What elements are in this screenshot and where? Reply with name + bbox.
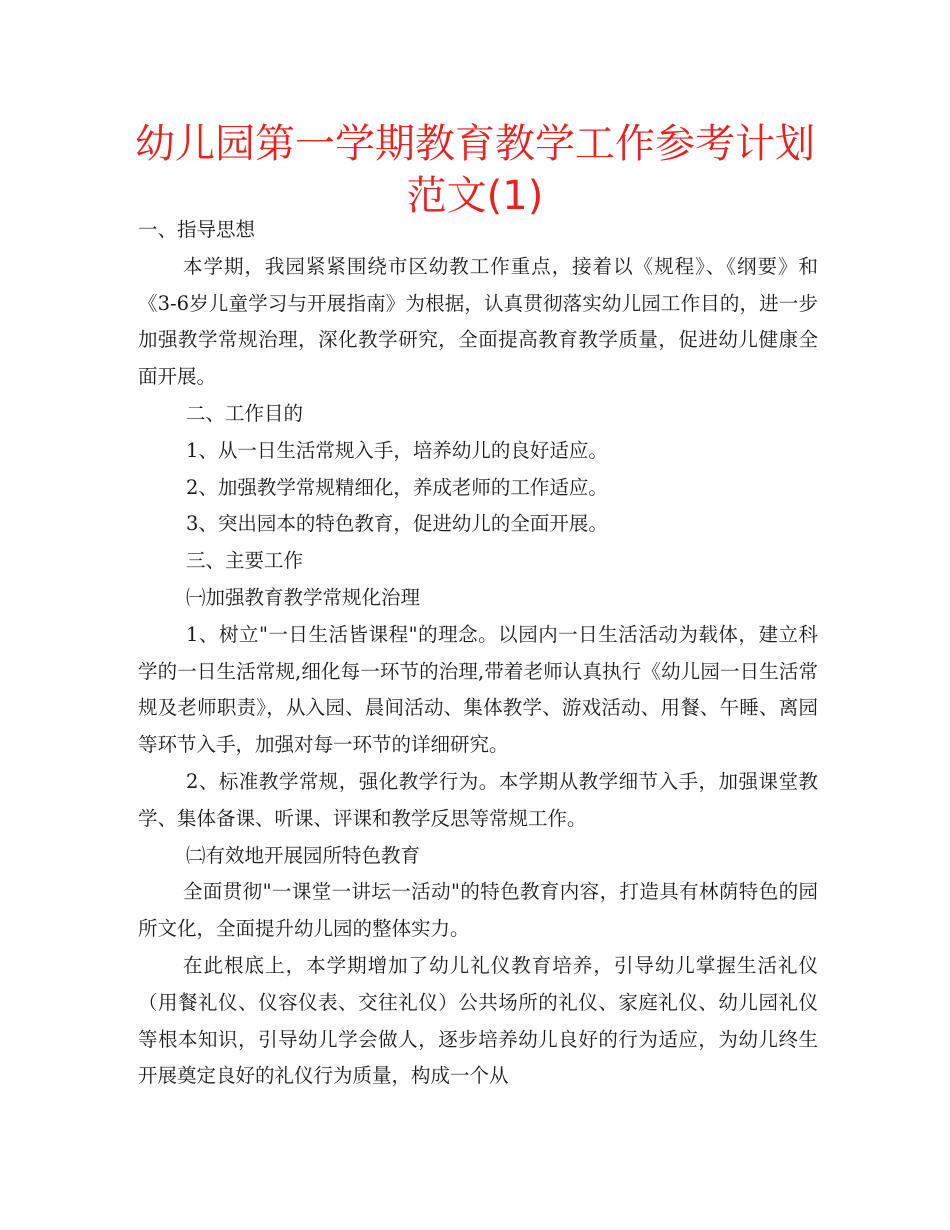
- paragraph-teaching-routine: 2、标准教学常规，强化教学行为。本学期从教学细节入手，加强课堂教学、集体备课、听课、评课和教学反思等常规工作。: [138, 769, 818, 830]
- document-title: 幼儿园第一学期教育教学工作参考计划范文(1): [135, 121, 815, 219]
- paragraph-etiquette-education: 在此根底上，本学期增加了幼儿礼仪教育培养，引导幼儿掌握生活礼仪（用餐礼仪、仪容仪表、交往礼仪）公共场所的礼仪、家庭礼仪、幼儿园礼仪等根本知识，引导幼儿学会做人，逐步培养幼儿良好的行为适应，为幼儿终生开展奠定良好的礼仪行为质量，构成一个从: [138, 953, 818, 1088]
- paragraph-guiding-ideology: 本学期，我园紧紧围绕市区幼教工作重点，接着以《规程》、《纲要》和《3-6岁儿童学习与开展指南》为根据，认真贯彻落实幼儿园工作目的，进一步加强教学常规治理，深化教学研究，全面提高教育教学质量，促进幼儿健康全面开展。: [138, 254, 818, 389]
- document-body: [138, 212, 818, 1095]
- section-heading-guiding-ideology: 一、指导思想: [138, 218, 256, 241]
- subsection-heading-1: ㈠加强教育教学常规化治理: [186, 585, 421, 609]
- goal-item-1: 1、从一日生活常规入手，培养幼儿的良好适应。: [186, 438, 608, 462]
- goal-item-2: 2、加强教学常规精细化，养成老师的工作适应。: [186, 475, 608, 499]
- section-heading-work-goals: 二、工作目的: [186, 401, 304, 425]
- paragraph-daily-routine: 1、树立"一日生活皆课程"的理念。以园内一日生活活动为载体，建立科学的一日生活常规,细化每一环节的治理,带着老师认真执行《幼儿园一日生活常规及老师职责》，从入园、晨间活动、集体教学、游戏活动、用餐、午睡、离园等环节入手，加强对每一环节的详细研究。: [138, 622, 818, 757]
- paragraph-featured-education: 全面贯彻"一课堂一讲坛一活动"的特色教育内容，打造具有林荫特色的园所文化，全面提升幼儿园的整体实力。: [138, 880, 818, 941]
- section-heading-main-work: 三、主要工作: [186, 549, 304, 573]
- goal-item-3: 3、突出园本的特色教育，促进幼儿的全面开展。: [186, 512, 608, 536]
- subsection-heading-2: ㈡有效地开展园所特色教育: [186, 843, 421, 867]
